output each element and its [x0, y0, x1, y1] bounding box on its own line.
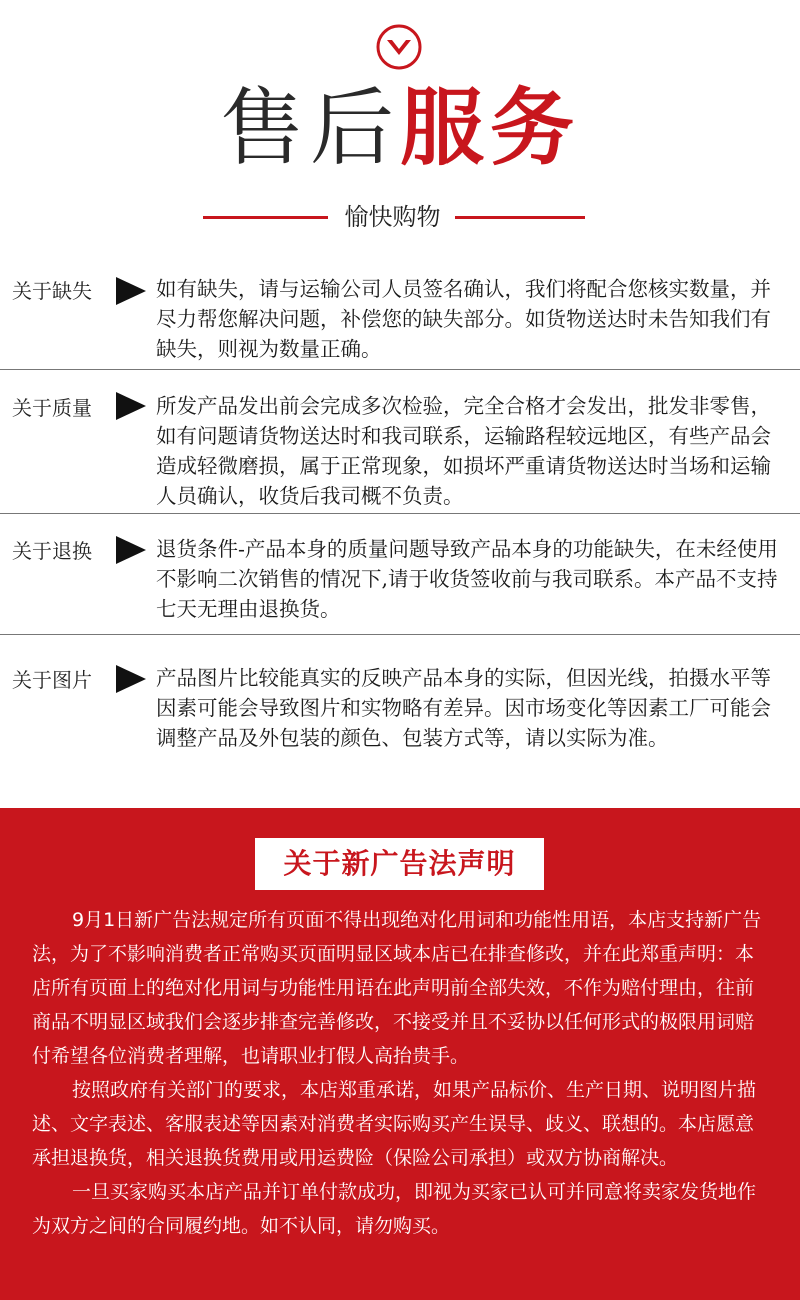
notice-title: 关于新广告法声明 — [283, 847, 516, 880]
notice-paragraph: 一旦买家购买本店产品并订单付款成功，即视为买家已认可并同意将卖家发货地作为双方之间的合同履约地。如不认同，请勿购买。 — [32, 1181, 757, 1237]
section-divider — [0, 369, 800, 370]
page-title — [0, 78, 800, 178]
notice-paragraph: 按照政府有关部门的要求，本店郑重承诺，如果产品标价、生产日期、说明图片描述、文字表述、客服表述等因素对消费者实际购买产生误导、歧义、联想的。本店愿意承担退换货，相关退换货费用或用运费险（保险公司承担）或双方协商解决。 — [32, 1079, 757, 1169]
title-thin-part: 售后 — [219, 79, 400, 177]
section-label: 关于退换 — [12, 539, 92, 563]
triangle-right-icon — [116, 392, 146, 420]
subtitle-line-left — [203, 216, 328, 219]
section-label: 关于缺失 — [12, 279, 92, 303]
notice-title-box — [255, 838, 544, 890]
section-text: 退货条件-产品本身的质量问题导致产品本身的功能缺失，在未经使用不影响二次销售的情况下,请于收货签收前与我司联系。本产品不支持七天无理由退换货。 — [156, 537, 778, 621]
title-bold-part: 服务 — [400, 79, 581, 177]
chevron-down-badge-icon — [376, 24, 422, 70]
notice-body — [32, 903, 770, 1243]
subtitle: 愉快购物 — [344, 203, 441, 231]
triangle-right-icon — [116, 665, 146, 693]
section-label: 关于图片 — [12, 668, 92, 692]
section-text: 产品图片比较能真实的反映产品本身的实际，但因光线，拍摄水平等因素可能会导致图片和实物略有差异。因市场变化等因素工厂可能会调整产品及外包装的颜色、包装方式等，请以实际为准。 — [156, 666, 771, 750]
section-divider — [0, 513, 800, 514]
subtitle-line-right — [455, 216, 585, 219]
section-text: 如有缺失，请与运输公司人员签名确认，我们将配合您核实数量，并尽力帮您解决问题，补偿您的缺失部分。如货物送达时未告知我们有缺失，则视为数量正确。 — [156, 277, 771, 361]
section-divider — [0, 634, 800, 635]
notice-paragraph: 9月1日新广告法规定所有页面不得出现绝对化用词和功能性用语，本店支持新广告法，为了不影响消费者正常购买页面明显区域本店已在排查修改，并在此郑重声明：本店所有页面上的绝对化用词与功能性用语在此声明前全部失效，不作为赔付理由，往前商品不明显区域我们会逐步排查完善修改，不接受并且不妥协以任何形式的极限用词赔付希望各位消费者理解，也请职业打假人高抬贵手。 — [32, 909, 762, 1067]
triangle-right-icon — [116, 536, 146, 564]
triangle-right-icon — [116, 277, 146, 305]
section-text: 所发产品发出前会完成多次检验，完全合格才会发出，批发非零售，如有问题请货物送达时和我司联系，运输路程较远地区，有些产品会造成轻微磨损，属于正常现象，如损坏严重请货物送达时当场和运输人员确认，收货后我司概不负责。 — [156, 394, 771, 508]
section-label: 关于质量 — [12, 396, 92, 420]
